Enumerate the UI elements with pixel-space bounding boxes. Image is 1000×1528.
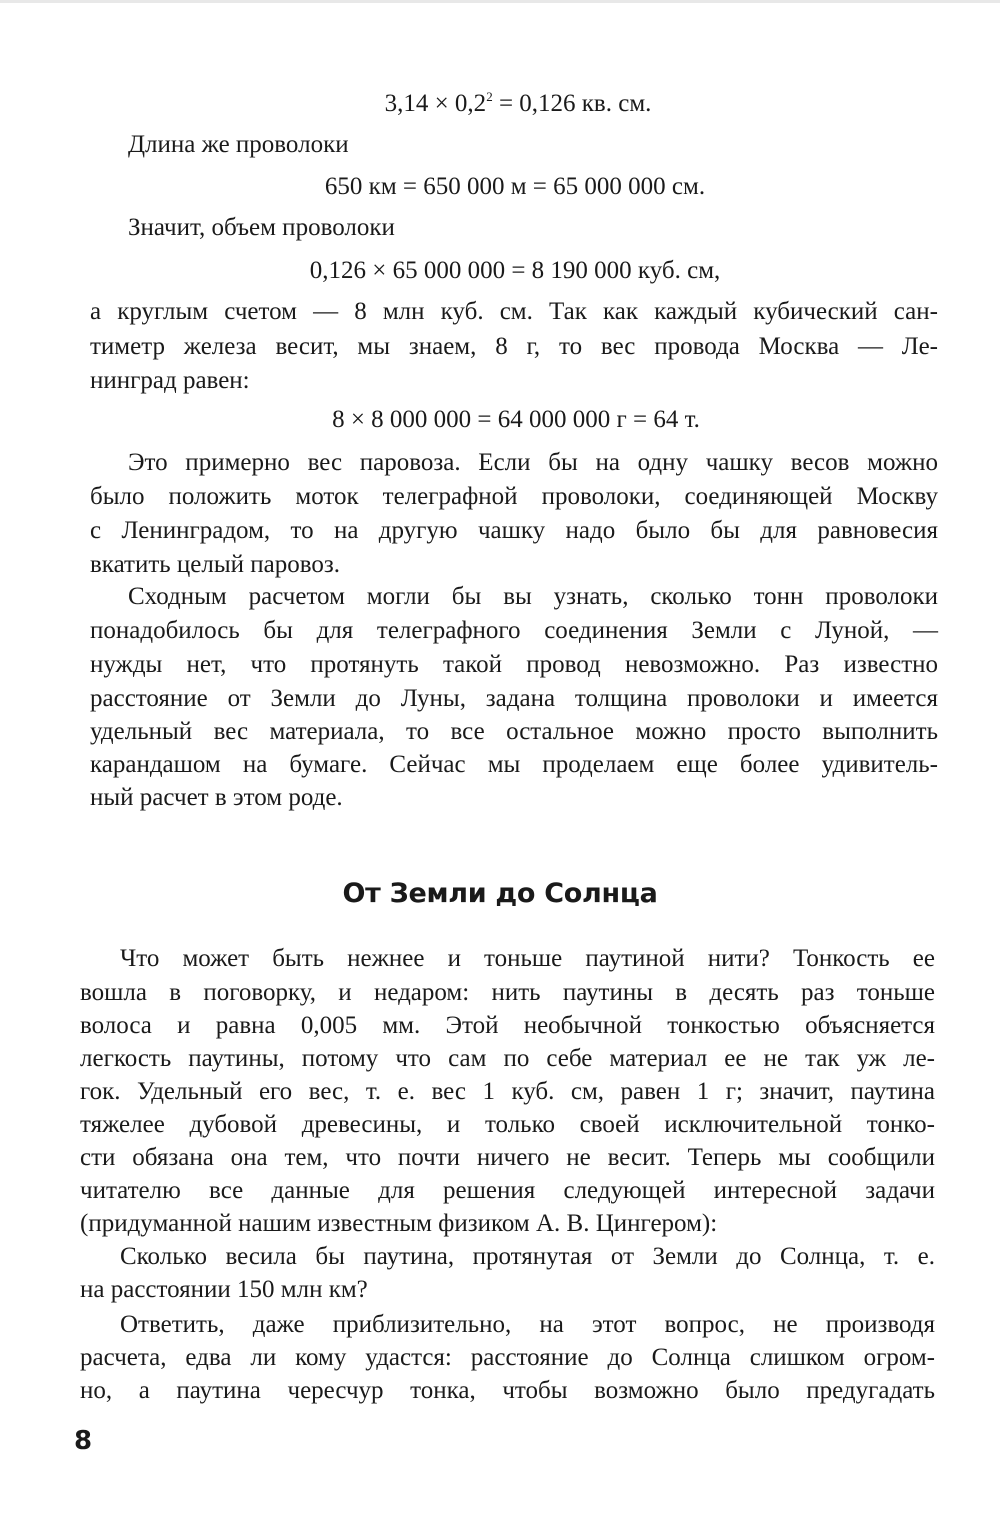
paragraph-4-line-2: вошла в поговорку, и недаром: нить паутины в десять раз тоньше	[80, 979, 935, 1006]
paragraph-4-line-5: гок. Удельный его вес, т. е. вес 1 куб. см, равен 1 г; значит, паутина	[80, 1078, 935, 1105]
paragraph-4-line-8: читателю все данные для решения следующей интересной задачи	[80, 1177, 935, 1204]
paragraph-2-line-3: с Ленинградом, то на другую чашку надо было бы для равновесия	[90, 517, 938, 544]
paragraph-4-line-1: Что может быть нежнее и тоньше паутиной нити? Тонкость ее	[120, 945, 935, 972]
paragraph-3-line-1: Сходным расчетом могли бы вы узнать, сколько тонн проволоки	[128, 583, 938, 610]
paragraph-1-line-2: тиметр железа весит, мы знаем, 8 г, то вес провода Москва — Ле-	[90, 333, 938, 360]
formula-area-base: 3,14 × 0,2	[384, 90, 487, 117]
paragraph-4-line-4: легкость паутины, потому что сам по себе материал ее не так уж ле-	[80, 1045, 935, 1072]
formula-weight: 8 × 8 000 000 = 64 000 000 г = 64 т.	[332, 406, 700, 433]
paragraph-3-line-7: ный расчет в этом роде.	[90, 784, 343, 811]
formula-area-exponent: 2	[486, 89, 493, 104]
formula-length: 650 км = 650 000 м = 65 000 000 см.	[324, 173, 706, 200]
formula-volume: 0,126 × 65 000 000 = 8 190 000 куб. см,	[309, 257, 721, 284]
paragraph-4-line-7: сти обязана она тем, что почти ничего не весит. Теперь мы сообщили	[80, 1144, 935, 1171]
paragraph-5-line-1: Сколько весила бы паутина, протянутая от Земли до Солнца, т. е.	[120, 1243, 935, 1270]
paragraph-6-line-3: но, а паутина чересчур тонка, чтобы возможно было предугадать	[80, 1377, 935, 1404]
page-number: 8	[74, 1426, 93, 1456]
paragraph-3-line-3: нужды нет, что протянуть такой провод невозможно. Раз известно	[90, 651, 938, 678]
formula-cross-section	[0, 87, 1000, 121]
text-volume: Значит, объем проволоки	[128, 214, 395, 241]
paragraph-6-line-2: расчета, едва ли кому удастся: расстояние до Солнца слишком огром-	[80, 1344, 935, 1371]
formula-area-result: = 0,126 кв. см.	[492, 90, 652, 117]
text-wire-length: Длина же проволоки	[128, 131, 349, 158]
paragraph-1-line-1: а круглым счетом — 8 млн куб. см. Так как каждый кубический сан-	[90, 298, 938, 325]
paragraph-4-line-6: тяжелее дубовой древесины, и только своей исключительной тонко-	[80, 1111, 935, 1138]
paragraph-4-line-9: (придуманной нашим известным физиком А. В. Цингером):	[80, 1210, 718, 1237]
paragraph-2-line-4: вкатить целый паровоз.	[90, 551, 341, 578]
paragraph-6-line-1: Ответить, даже приблизительно, на этот вопрос, не производя	[120, 1311, 935, 1338]
paragraph-1-line-3: нинград равен:	[90, 367, 250, 394]
paragraph-3-line-5: удельный вес материала, то все остальное можно просто выполнить	[90, 718, 938, 745]
paragraph-3-line-6: карандашом на бумаге. Сейчас мы проделаем еще более удивитель-	[90, 751, 938, 778]
paragraph-2-line-2: было положить моток телеграфной проволоки, соединяющей Москву	[90, 483, 938, 510]
section-heading: От Земли до Солнца	[342, 878, 658, 909]
paragraph-2-line-1: Это примерно вес паровоза. Если бы на одну чашку весов можно	[128, 449, 938, 476]
paragraph-3-line-2: понадобилось бы для телеграфного соединения Земли с Луной, —	[90, 617, 938, 644]
paragraph-3-line-4: расстояние от Земли до Луны, задана толщина проволоки и имеется	[90, 685, 938, 712]
paragraph-4-line-3: волоса и равна 0,005 мм. Этой необычной тонкостью объясняется	[80, 1012, 935, 1039]
paragraph-5-line-2: на расстоянии 150 млн км?	[80, 1276, 368, 1303]
